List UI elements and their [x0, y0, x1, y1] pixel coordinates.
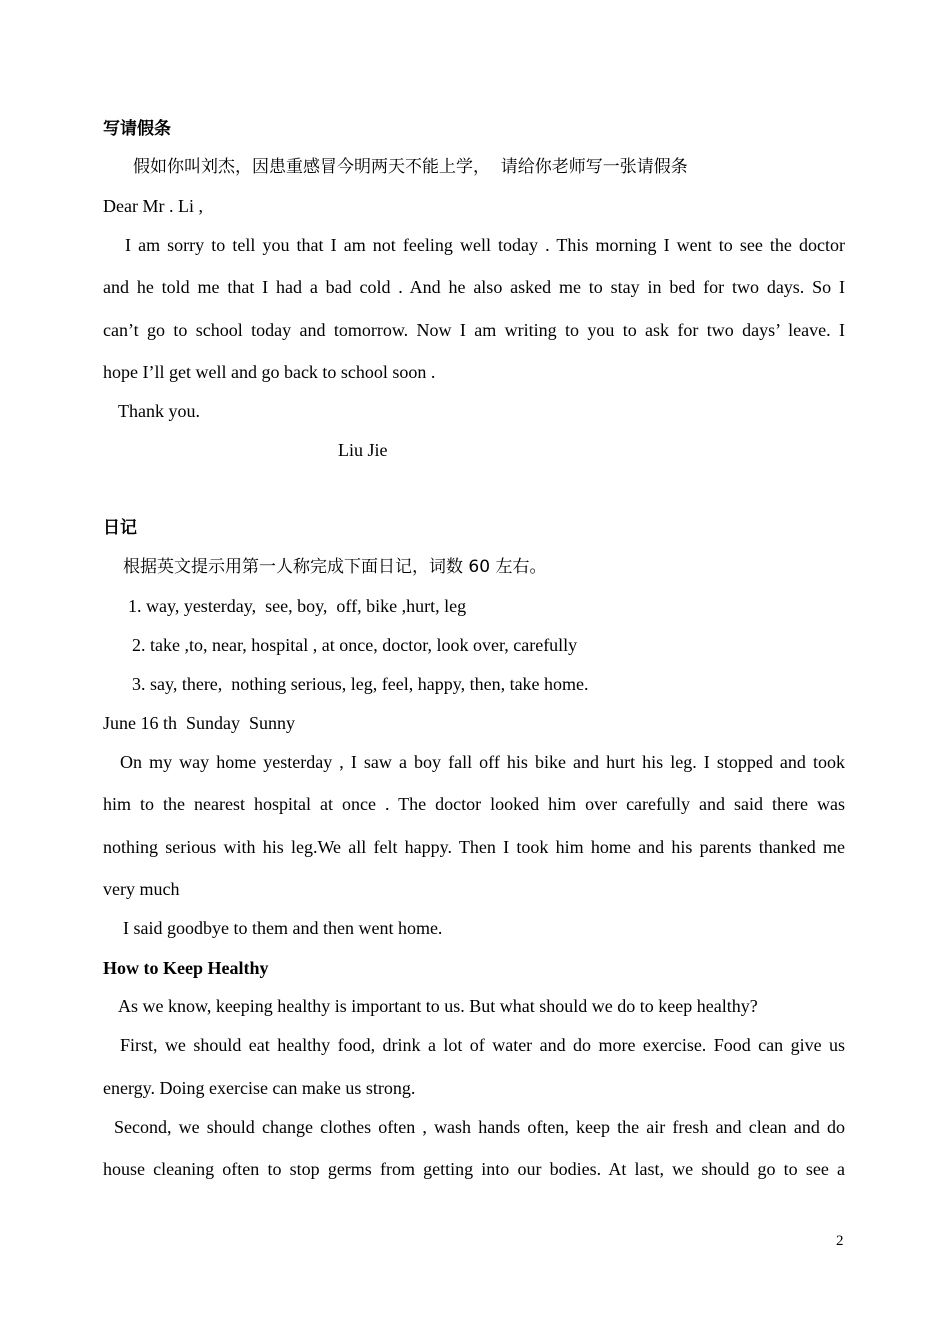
diary-instruction: 根据英文提示用第一人称完成下面日记，词数 60 左右。 — [123, 557, 547, 577]
diary-last-line: I said goodbye to them and then went home. — [123, 918, 443, 938]
essay-paragraph-line: First, we should eat healthy food, drink a lot of water and do more exercise. Food can give us — [120, 1035, 845, 1055]
page-number: 2 — [836, 1233, 844, 1249]
diary-body-line: On my way home yesterday , I saw a boy fall off his bike and hurt his leg. I stopped and took — [120, 752, 845, 772]
letter-prompt: 假如你叫刘杰，因患重感冒今明两天不能上学， 请给你老师写一张请假条 — [133, 157, 688, 177]
diary-body-line: very much — [103, 879, 180, 899]
letter-signature: Liu Jie — [338, 440, 388, 460]
diary-date-line: June 16 th Sunday Sunny — [103, 713, 296, 733]
diary-hint: 3. say, there, nothing serious, leg, feel, happy, then, take home. — [132, 674, 589, 694]
essay-paragraph-line: Second, we should change clothes often , wash hands often, keep the air fresh and clean and do — [114, 1117, 845, 1137]
letter-body-line: hope I’ll get well and go back to school soon . — [103, 362, 436, 382]
letter-body-line: I am sorry to tell you that I am not feeling well today . This morning I went to see the doctor — [125, 235, 845, 255]
letter-closing: Thank you. — [118, 401, 200, 421]
letter-body-line: and he told me that I had a bad cold . And he also asked me to stay in bed for two days. So I — [103, 277, 845, 297]
letter-salutation: Dear Mr . Li , — [103, 196, 203, 216]
diary-body-line: him to the nearest hospital at once . The doctor looked him over carefully and said there was — [103, 794, 845, 814]
diary-hint: 1. way, yesterday, see, boy, off, bike ,hurt, leg — [128, 596, 467, 616]
diary-hint: 2. take ,to, near, hospital , at once, doctor, look over, carefully — [132, 635, 578, 655]
letter-body-line: can’t go to school today and tomorrow. Now I am writing to you to ask for two days’ leave. I — [103, 320, 845, 340]
letter-heading: 写请假条 — [103, 119, 171, 139]
diary-heading: 日记 — [103, 518, 137, 538]
essay-paragraph-line: house cleaning often to stop germs from getting into our bodies. At last, we should go to see a — [103, 1159, 845, 1179]
essay-intro: As we know, keeping healthy is important to us. But what should we do to keep healthy? — [118, 996, 758, 1016]
essay-title: How to Keep Healthy — [103, 958, 269, 978]
essay-paragraph-line: energy. Doing exercise can make us strong. — [103, 1078, 416, 1098]
diary-body-line: nothing serious with his leg.We all felt happy. Then I took him home and his parents thanked me — [103, 837, 845, 857]
